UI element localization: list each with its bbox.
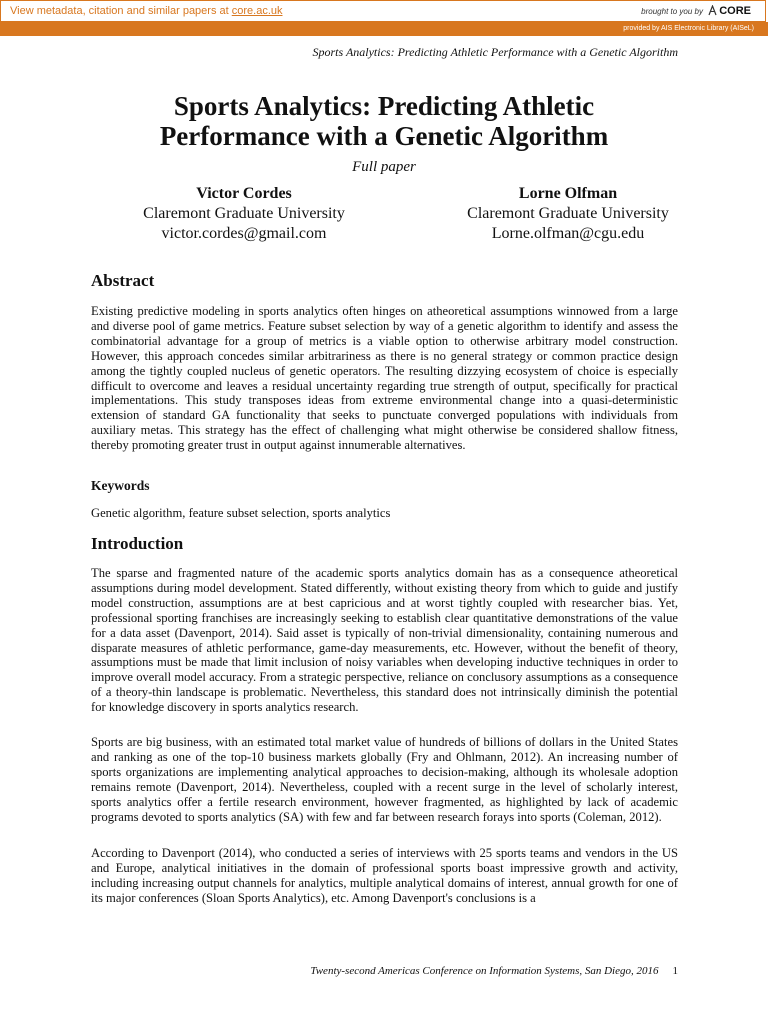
intro-paragraph-2: Sports are big business, with an estimated total market value of hundreds of billions of dollars in the United States and ranking as one of the top-10 business markets globally (Fry and Ohlmann, 2012). An increasing number of sports organizations are implementing analytical approaches to decision-making, although its wholesale adoption remains remote (Davenport, 2014). Nevertheless, coupled with a recent surge in the level of scholarly interest, sports analytics offer a fertile research environment, however fragmented, as highlighted by lack of academic programs devoted to sports analytics (SA) with few and far between research forays into sports (Coleman, 2012). — [91, 735, 678, 824]
paper-title — [0, 91, 768, 151]
paper-type: Full paper — [352, 159, 416, 175]
metadata-notice: View metadata, citation and similar papers at core.ac.uk — [10, 5, 283, 17]
abstract-heading: Abstract — [91, 271, 155, 290]
page-footer — [310, 965, 678, 977]
author-affiliation: Claremont Graduate University — [143, 205, 345, 222]
keywords-heading: Keywords — [91, 478, 150, 493]
intro-paragraph-1: The sparse and fragmented nature of the academic sports analytics domain has as a consequence atheoretical assumptions during model development. Stated differently, without existing theory from which to guide and justify model construction, assumptions are at best capricious and at worst tightly coupled with researcher bias. Yet, professional sporting franchises are increasingly seeking to establish clear quantitative demonstrations of the value for a data asset (Davenport, 2014). Said asset is typically of non-trivial dimensionality, containing numerous and disparate measures of athletic performance, game-day measurements, etc. However, without the benefit of theory, assumptions must be made that limit inclusion of noisy variables when developing inductive techniques in order to improve overall model accuracy. From a strategic perspective, reliance on conclusory assumptions as a consequence of a theory-thin landscape is problematic. Nevertheless, this standard does not intrinsically diminish the potential for knowledge discovery in sports analytics research. — [91, 566, 678, 715]
page-number: 1 — [672, 965, 678, 977]
introduction-heading: Introduction — [91, 534, 184, 553]
author-name: Lorne Olfman — [518, 185, 618, 202]
author-2 — [438, 184, 698, 244]
abstract-text: Existing predictive modeling in sports analytics often hinges on atheoretical assumptions winnowed from a large and diverse pool of game metrics. Feature subset selection by way of a genetic algorithm to identify and assess the combinatorial advantage for a group of metrics is a viable option to otherwise arbitrary model construction. However, this approach concedes similar arbitrariness as there is no general strategy or common practice design among the tightly coupled nucleus of genetic operators. The resulting dizzying ecosystem of choice is especially difficult to overcome and leaves a residual uncertainty regarding true strength of output, specifically for practical implementations. This study transposes ideas from extreme environmental change into a quasi-deterministic extension of standard GA functionality that seeks to punctuate converged populations with individuals from auxiliary metas. This strategy has the effect of challenging what might otherwise be considered shallow fitness, thereby promoting greater trust in output against innumerable alternatives. — [91, 304, 678, 453]
brought-by: brought to you by CORE — [641, 5, 751, 17]
title-line-2: Performance with a Genetic Algorithm — [159, 121, 609, 151]
core-logo-icon — [708, 5, 717, 16]
keywords-text: Genetic algorithm, feature subset selection, sports analytics — [91, 506, 391, 520]
author-affiliation: Claremont Graduate University — [467, 205, 669, 222]
title-line-1: Sports Analytics: Predicting Athletic — [173, 91, 595, 121]
intro-paragraph-3: According to Davenport (2014), who conducted a series of interviews with 25 sports teams and vendors in the US and Europe, analytical initiatives in the domain of professional sports boast impressive growth and activity, including increasing output channels for analytics, multiple analytical domains of interest, annual growth for one of its major conferences (Sloan Sports Analytics), etc. Among Davenport's conclusions is a — [91, 846, 678, 905]
core-link[interactable]: core.ac.uk — [231, 5, 283, 17]
author-email: victor.cordes@gmail.com — [161, 225, 327, 242]
core-banner — [0, 0, 766, 22]
provided-by-bar: provided by AIS Electronic Library (AISeL) — [0, 22, 768, 36]
conference-name: Twenty-second Americas Conference on Information Systems, San Diego, 2016 — [310, 965, 659, 977]
author-name: Victor Cordes — [196, 185, 292, 202]
author-email: Lorne.olfman@cgu.edu — [491, 225, 645, 242]
running-head: Sports Analytics: Predicting Athletic Performance with a Genetic Algorithm — [312, 45, 678, 59]
author-1 — [114, 184, 374, 244]
core-label: CORE — [719, 5, 751, 17]
